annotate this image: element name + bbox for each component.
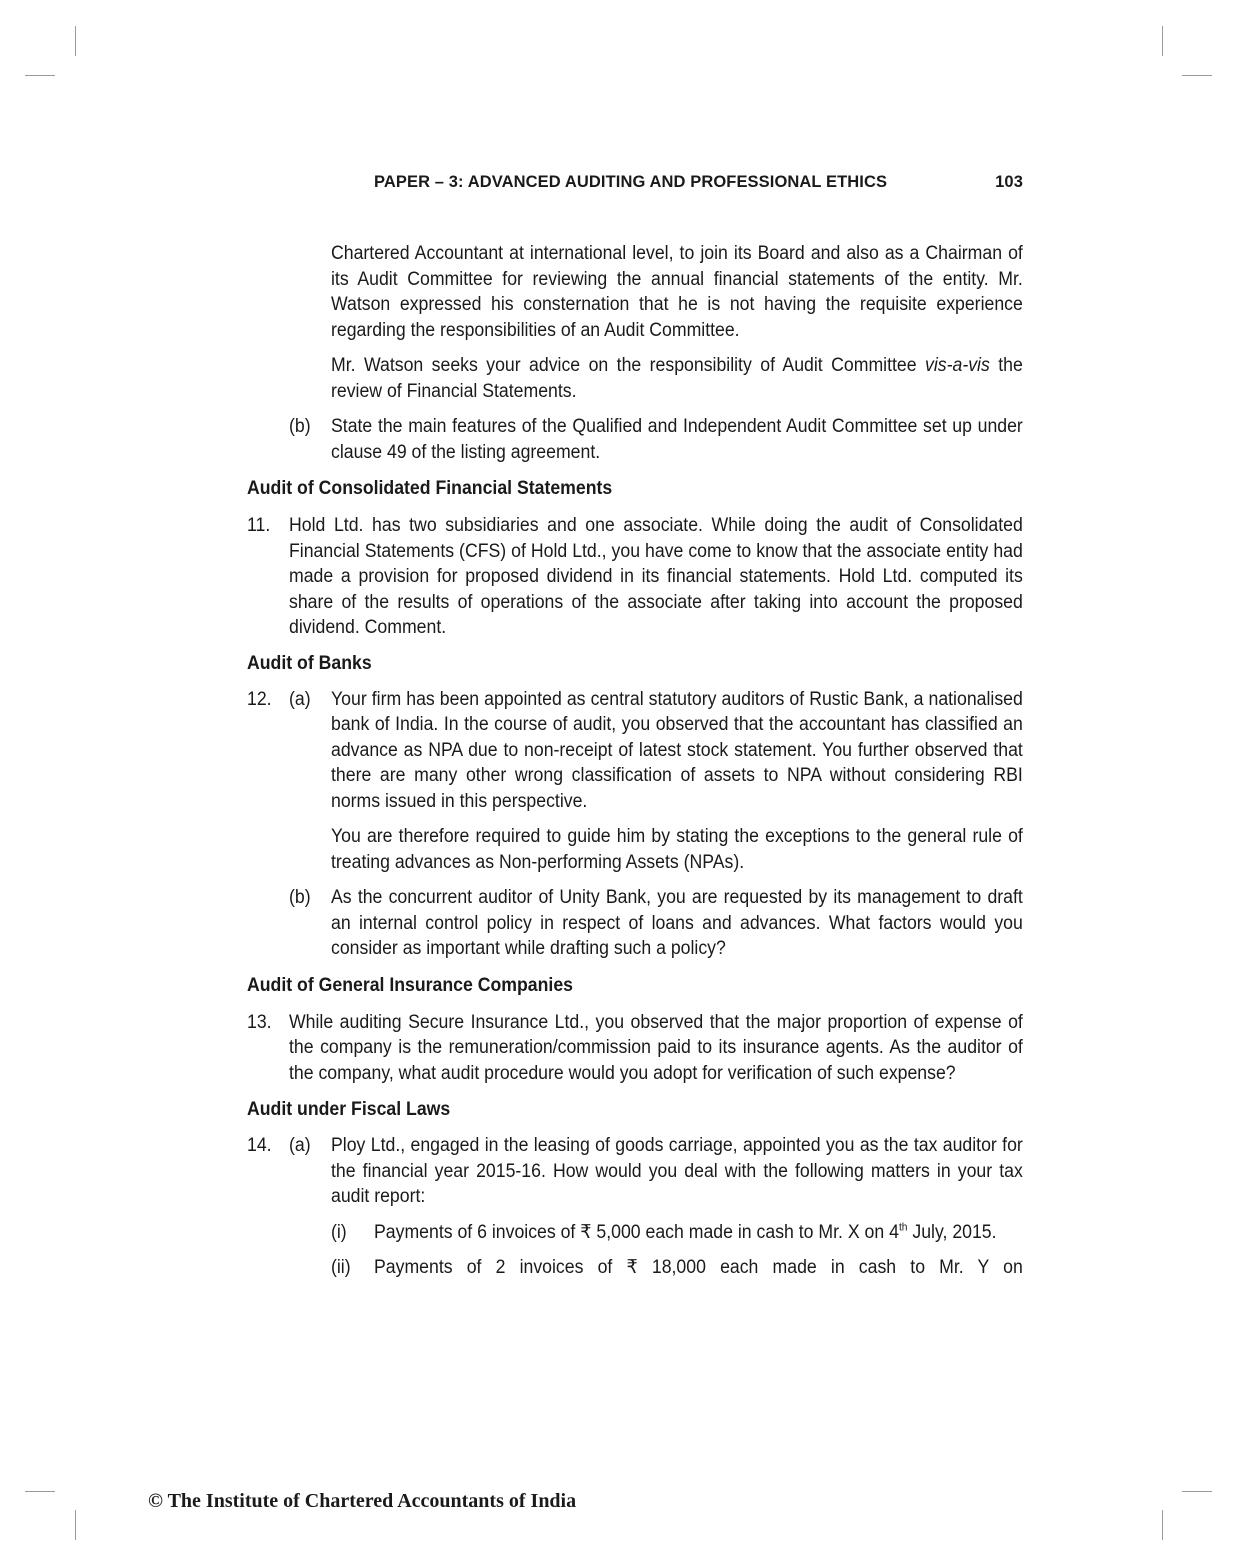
crop-mark bbox=[25, 75, 55, 76]
section-heading: Audit of General Insurance Companies bbox=[247, 974, 573, 996]
copyright-footer: © The Institute of Chartered Accountants of India bbox=[148, 1490, 577, 1512]
part-label: (a) bbox=[289, 688, 311, 710]
crop-mark bbox=[75, 26, 76, 56]
sub-item-text: Payments of 6 invoices of ₹ 5,000 each made in cash to Mr. X on 4th July, 2015. bbox=[374, 1221, 997, 1243]
sub-item-i bbox=[247, 1220, 1023, 1246]
question-12-a bbox=[247, 687, 1023, 815]
part-label: (a) bbox=[289, 1135, 311, 1156]
sub-item-text: Payments of 2 invoices of ₹ 18,000 each made in cash to Mr. Y on bbox=[374, 1257, 1023, 1278]
crop-mark bbox=[75, 1510, 76, 1540]
sub-item-ii bbox=[247, 1255, 1023, 1281]
part-text-continued: You are therefore required to guide him by stating the exceptions to the general rule of treating advances as Non-performing Assets (NPAs). bbox=[331, 826, 1023, 873]
crop-mark bbox=[1162, 26, 1163, 56]
question-number: 11. bbox=[247, 515, 271, 536]
part-text: Ploy Ltd., engaged in the leasing of goods carriage, appointed you as the tax auditor for the financial year 2015-16. How would you deal with the following matters in your tax audit report: bbox=[331, 1135, 1023, 1207]
section-heading: Audit of Banks bbox=[247, 652, 372, 674]
part-label: (b) bbox=[289, 416, 311, 437]
sub-item-label: (i) bbox=[331, 1221, 347, 1243]
italic-term: vis-a-vis bbox=[925, 355, 990, 376]
section-heading: Audit of Consolidated Financial Statements bbox=[247, 478, 613, 499]
question-number: 13. bbox=[247, 1011, 272, 1033]
part-text: State the main features of the Qualified and Independent Audit Committee set up under clause 49 of the listing agreement. bbox=[331, 416, 1023, 463]
page-body bbox=[247, 241, 1023, 1281]
question-number: 14. bbox=[247, 1135, 272, 1156]
sub-item-label: (ii) bbox=[331, 1257, 351, 1278]
question-text: While auditing Secure Insurance Ltd., you observed that the major proportion of expense of the company is the remuneration/commission paid to its insurance agents. As the auditor of the company, what audit procedure would you adopt for verification of such expense? bbox=[289, 1011, 1023, 1084]
q10-part-b bbox=[247, 414, 1023, 465]
page-number: 103 bbox=[995, 173, 1023, 191]
crop-mark bbox=[1162, 1510, 1163, 1540]
question-13 bbox=[247, 1010, 1023, 1087]
question-number: 12. bbox=[247, 688, 272, 710]
crop-mark bbox=[25, 1491, 55, 1492]
question-12-b bbox=[247, 885, 1023, 962]
page-header bbox=[374, 173, 1023, 192]
crop-mark bbox=[1182, 1491, 1212, 1492]
section-heading: Audit under Fiscal Laws bbox=[247, 1099, 451, 1120]
crop-mark bbox=[1182, 75, 1212, 76]
q10-paragraph: Chartered Accountant at international level, to join its Board and also as a Chairman of its Audit Committee for reviewing the annual financial statements of the entity. Mr. Watson expressed his consternation that he is not having the requisite experience regarding the responsibilities of an Audit Committee. bbox=[331, 243, 1023, 341]
part-label: (b) bbox=[289, 887, 311, 908]
question-11 bbox=[247, 513, 1023, 641]
question-14-a bbox=[247, 1133, 1023, 1210]
q10-paragraph-2: Mr. Watson seeks your advice on the responsibility of Audit Committee vis-a-vis the review of Financial Statements. bbox=[331, 355, 1023, 402]
question-text: Hold Ltd. has two subsidiaries and one associate. While doing the audit of Consolidated Financial Statements (CFS) of Hold Ltd., you have come to know that the associate entity had made a provision for proposed dividend in its financial statements. Hold Ltd. computed its share of the results of operations of the associate after taking into account the proposed dividend. Comment. bbox=[289, 515, 1023, 638]
part-text: Your firm has been appointed as central statutory auditors of Rustic Bank, a nationalised bank of India. In the course of audit, you observed that the accountant has classified an advance as NPA due to non-receipt of latest stock statement. You further observed that there are many other wrong classification of assets to NPA without considering RBI norms issued in this perspective. bbox=[331, 688, 1023, 812]
paper-title: PAPER – 3: ADVANCED AUDITING AND PROFESSIONAL ETHICS bbox=[374, 173, 888, 191]
part-text: As the concurrent auditor of Unity Bank, you are requested by its management to draft an internal control policy in respect of loans and advances. What factors would you consider as important while drafting such a policy? bbox=[331, 887, 1023, 959]
